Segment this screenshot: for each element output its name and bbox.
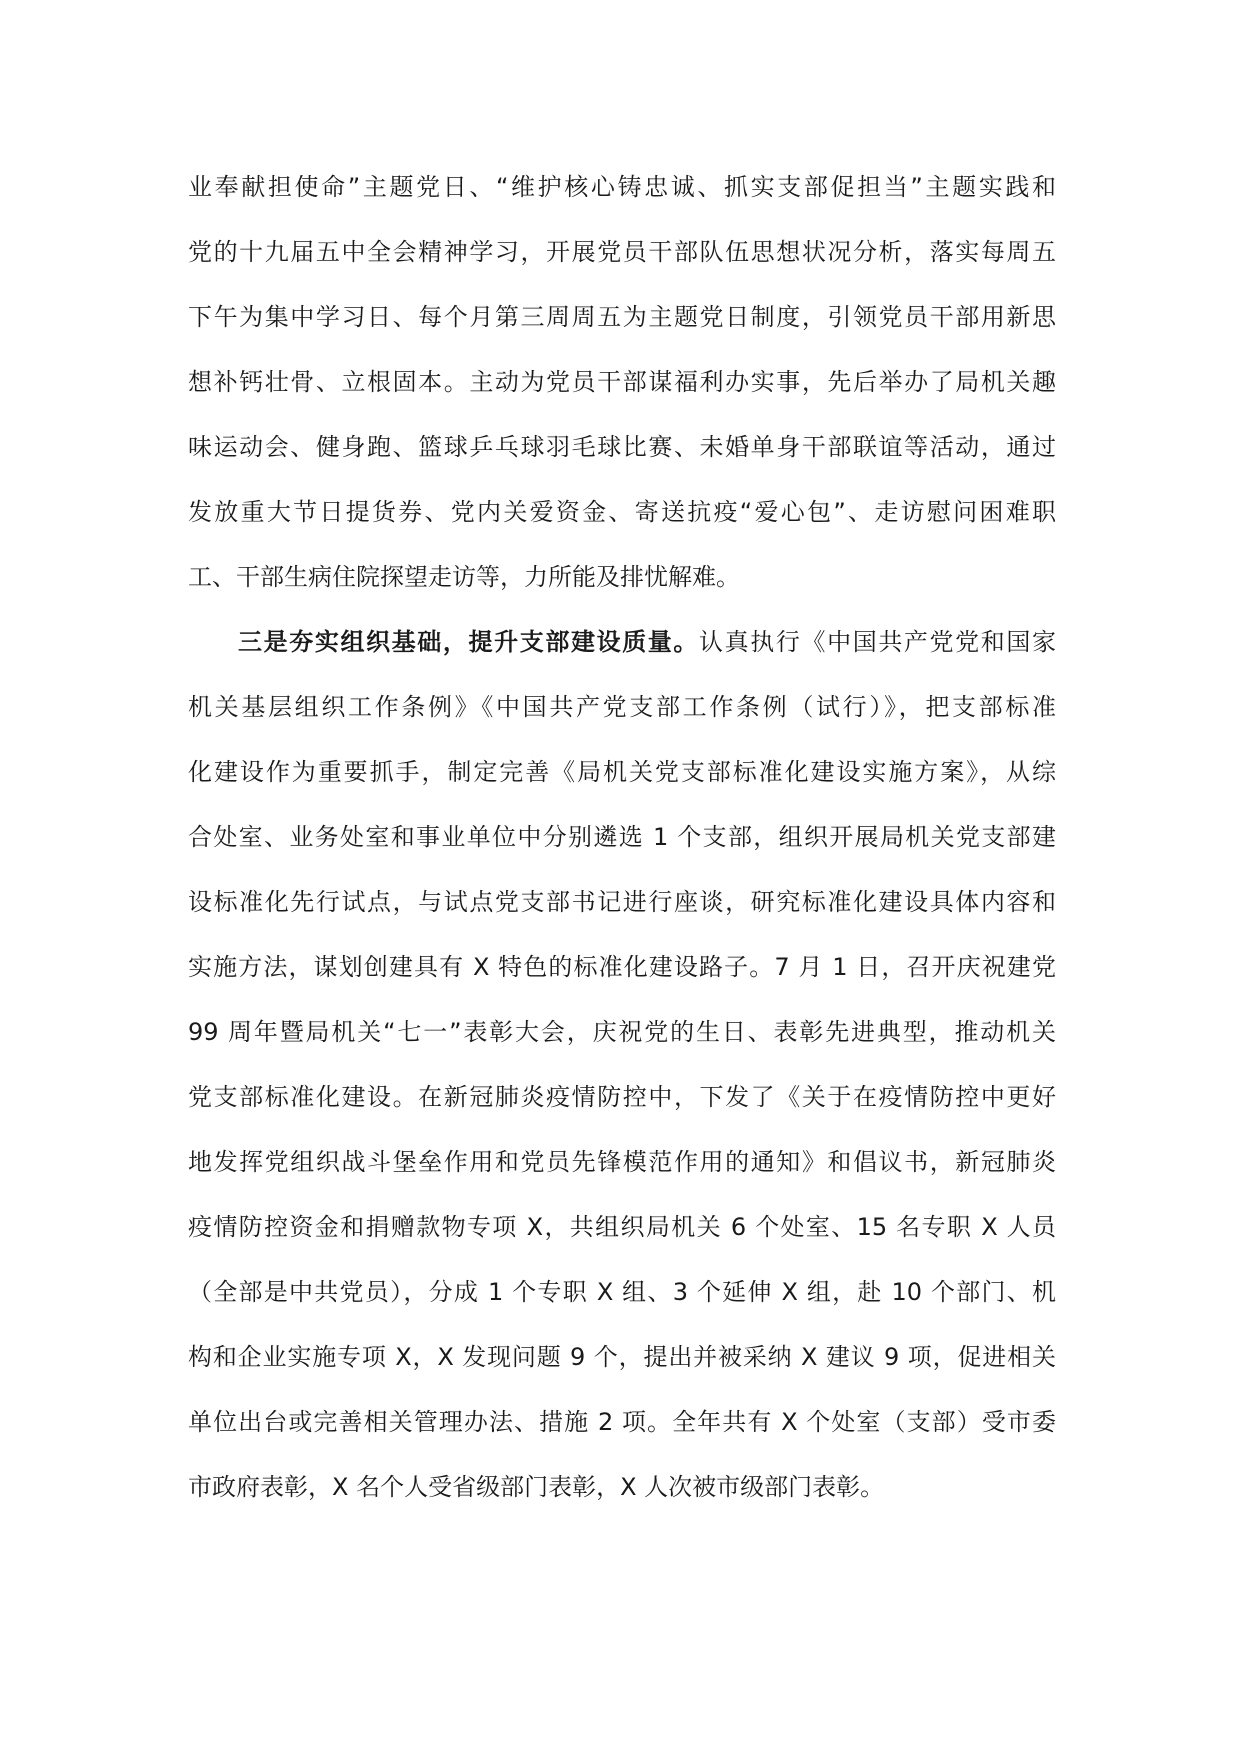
text-line: 机关基层组织工作条例》《中国共产党支部工作条例（试行）》，把支部标准 [188, 693, 1056, 721]
text-line: 工、干部生病住院探望走访等，力所能及排忧解难。 [188, 563, 740, 591]
text-line: 味运动会、健身跑、篮球乒乓球羽毛球比赛、未婚单身干部联谊等活动，通过 [188, 433, 1056, 461]
text-line: 实施方法，谋划创建具有 X 特色的标准化建设路子。7 月 1 日，召开庆祝建党 [188, 953, 1056, 981]
text-line: 想补钙壮骨、立根固本。主动为党员干部谋福利办实事，先后举办了局机关趣 [188, 368, 1056, 396]
text-line: 党的十九届五中全会精神学习，开展党员干部队伍思想状况分析，落实每周五 [188, 238, 1056, 266]
paragraph-party-activities [188, 175, 1056, 630]
text-line-first [188, 630, 1056, 695]
text-line: 单位出台或完善相关管理办法、措施 2 项。全年共有 X 个处室（支部）受市委 [188, 1408, 1056, 1436]
text-line: 党支部标准化建设。在新冠肺炎疫情防控中，下发了《关于在疫情防控中更好 [188, 1083, 1056, 1111]
text-line: 下午为集中学习日、每个月第三周周五为主题党日制度，引领党员干部用新思 [188, 303, 1056, 331]
text-line: 合处室、业务处室和事业单位中分别遴选 1 个支部，组织开展局机关党支部建 [188, 823, 1056, 851]
text-line: 发放重大节日提货券、党内关爱资金、寄送抗疫“爱心包”、走访慰问困难职 [188, 498, 1056, 526]
text-line: 市政府表彰，X 名个人受省级部门表彰，X 人次被市级部门表彰。 [188, 1473, 885, 1501]
text-line: 设标准化先行试点，与试点党支部书记进行座谈，研究标准化建设具体内容和 [188, 888, 1056, 916]
text-line: 99 周年暨局机关“七一”表彰大会，庆祝党的生日、表彰先进典型，推动机关 [188, 1018, 1056, 1046]
text-line-rest: 认真执行《中国共产党党和国家 [699, 628, 1056, 656]
text-line: 地发挥党组织战斗堡垒作用和党员先锋模范作用的通知》和倡议书，新冠肺炎 [188, 1148, 1056, 1176]
paragraph-organization-foundation [188, 630, 1056, 1540]
text-line: 构和企业实施专项 X，X 发现问题 9 个，提出并被采纳 X 建议 9 项，促进相关 [188, 1343, 1056, 1371]
text-line: 化建设作为重要抓手，制定完善《局机关党支部标准化建设实施方案》，从综 [188, 758, 1056, 786]
text-line: （全部是中共党员），分成 1 个专职 X 组、3 个延伸 X 组，赴 10 个部门、机 [188, 1278, 1056, 1306]
text-line: 疫情防控资金和捐赠款物专项 X，共组织局机关 6 个处室、15 名专职 X 人员 [188, 1213, 1056, 1241]
section-lead-heading: 三是夯实组织基础，提升支部建设质量。 [238, 628, 700, 656]
text-line: 业奉献担使命”主题党日、“维护核心铸忠诚、抓实支部促担当”主题实践和 [188, 173, 1056, 201]
